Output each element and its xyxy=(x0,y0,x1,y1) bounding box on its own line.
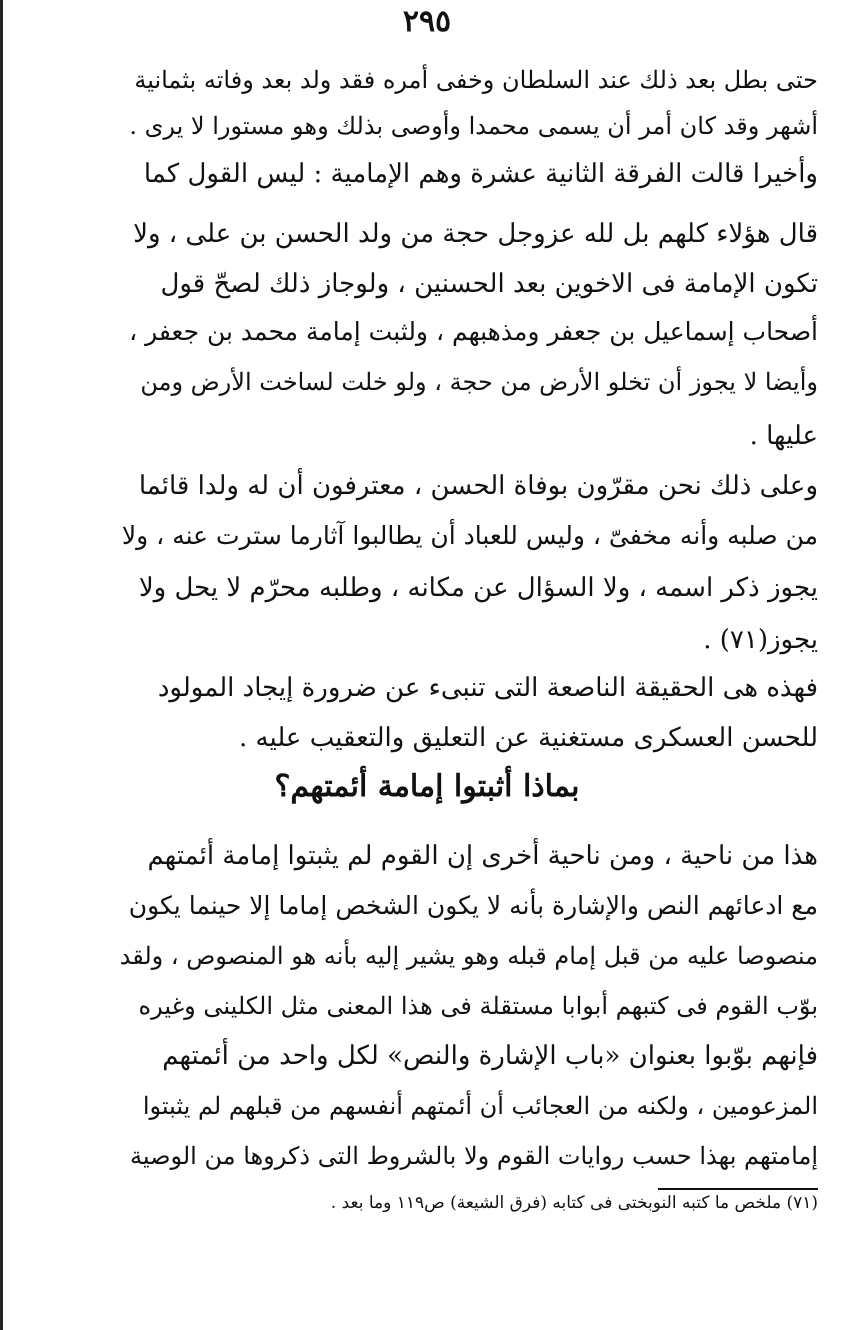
text-line: عليها . xyxy=(749,421,818,451)
text-line: فهذه هى الحقيقة الناصعة التى تنبىء عن ضرورة إيجاد المولود xyxy=(157,673,818,703)
text-line: تكون الإمامة فى الاخوين بعد الحسنين ، ولوجاز ذلك لصحّ قول xyxy=(160,269,818,299)
text-line: أشهر وقد كان أمر أن يسمى محمدا وأوصى بذلك وهو مستورا لا يرى . xyxy=(129,112,818,140)
text-line: بوّب القوم فى كتبهم أبوابا مستقلة فى هذا المعنى مثل الكلينى وغيره xyxy=(138,992,818,1020)
text-line: وأيضا لا يجوز أن تخلو الأرض من حجة ، ولو خلت لساخت الأرض ومن xyxy=(140,368,818,396)
text-line: للحسن العسكرى مستغنية عن التعليق والتعقيب عليه . xyxy=(239,723,818,753)
text-line: المزعومين ، ولكنه من العجائب أن أئمتهم أنفسهم من قبلهم لم يثبتوا xyxy=(142,1092,818,1120)
text-line: وأخيرا قالت الفرقة الثانية عشرة وهم الإمامية : ليس القول كما xyxy=(143,159,818,189)
text-line: مع ادعائهم النص والإشارة بأنه لا يكون الشخص إماما إلا حينما يكون xyxy=(128,891,818,920)
text-line: فإنهم بوّبوا بعنوان «باب الإشارة والنص» لكل واحد من أئمتهم xyxy=(162,1041,818,1071)
text-line: منصوصا عليه من قبل إمام قبله وهو يشير إليه بأنه هو المنصوص ، ولقد xyxy=(119,942,818,970)
text-line: يجوز(٧١) . xyxy=(703,625,818,655)
text-line: قال هؤلاء كلهم بل لله عزوجل حجة من ولد الحسن بن على ، ولا xyxy=(133,219,818,249)
text-line: يجوز ذكر اسمه ، ولا السؤال عن مكانه ، وطلبه محرّم لا يحل ولا xyxy=(138,573,818,603)
footnote: (٧١) ملخص ما كتبه النوبختى فى كتابه (فرق الشيعة) ص١١٩ وما بعد . xyxy=(330,1193,818,1213)
text-line: أصحاب إسماعيل بن جعفر ومذهبهم ، ولثبت إمامة محمد بن جعفر ، xyxy=(129,317,818,346)
text-line: حتى بطل بعد ذلك عند السلطان وخفى أمره فقد ولد بعد وفاته بثمانية xyxy=(134,66,818,94)
page-number: ٢٩٥ xyxy=(402,4,452,39)
text-line: إمامتهم بهذا حسب روايات القوم ولا بالشروط التى ذكروها من الوصية xyxy=(129,1142,818,1170)
text-line: هذا من ناحية ، ومن ناحية أخرى إن القوم لم يثبتوا إمامة أئمتهم xyxy=(147,841,818,871)
text-line: من صلبه وأنه مخفىّ ، وليس للعباد أن يطالبوا آثارما سترت عنه ، ولا xyxy=(121,521,818,550)
text-line: وعلى ذلك نحن مقرّون بوفاة الحسن ، معترفون أن له ولدا قائما xyxy=(138,471,818,501)
section-heading: بماذا أثبتوا إمامة أئمتهم؟ xyxy=(274,769,580,804)
page-edge xyxy=(0,0,3,1330)
